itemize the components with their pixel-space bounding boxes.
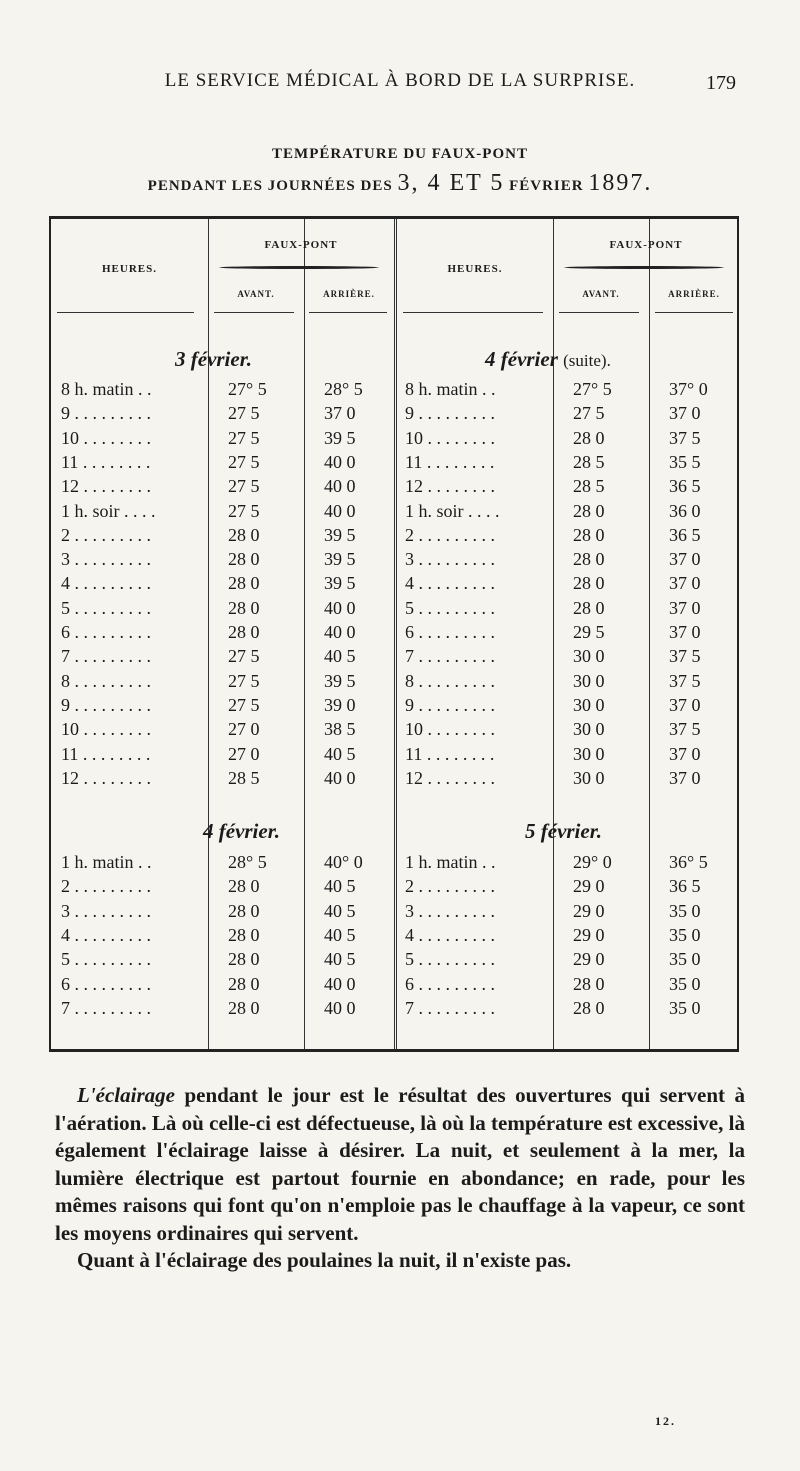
col-avant-left: AVANT. xyxy=(237,289,275,299)
temp-arriere: 39 5 xyxy=(324,549,356,570)
table-row xyxy=(51,875,737,897)
hour-label: 8 . . . . . . . . . xyxy=(61,670,151,691)
table-row xyxy=(51,851,737,873)
temp-avant: 28 0 xyxy=(228,900,260,921)
hour-label: 12 . . . . . . . . xyxy=(61,767,151,788)
temp-arriere: 39 5 xyxy=(324,573,356,594)
temp-arriere: 37 0 xyxy=(669,403,701,424)
temp-avant: 28 0 xyxy=(228,622,260,642)
table-row xyxy=(51,743,737,765)
hour-label: 4 . . . . . . . . . xyxy=(61,924,151,945)
hour-label: 2 . . . . . . . . . xyxy=(405,876,495,897)
temp-avant: 28 0 xyxy=(573,973,605,994)
hour-label: 5 . . . . . . . . . xyxy=(405,597,495,618)
hour-label: 1 h. soir . . . . xyxy=(405,500,500,521)
temp-avant: 27 5 xyxy=(228,476,260,497)
temp-avant: 27 5 xyxy=(228,670,260,691)
hour-label: 4 . . . . . . . . . xyxy=(61,573,151,594)
temp-arriere: 39 5 xyxy=(324,670,356,691)
temp-avant: 27° 5 xyxy=(228,379,267,399)
temp-avant: 29° 0 xyxy=(573,852,612,872)
table-row xyxy=(51,645,737,667)
table-row xyxy=(51,548,737,570)
paragraph: Quant à l'éclairage des poulaines la nuit, il n'existe pas. xyxy=(77,1248,572,1272)
table-row xyxy=(51,948,737,970)
hour-label: 8 . . . . . . . . . xyxy=(405,670,495,691)
header-brace xyxy=(219,266,379,269)
temp-avant: 30 0 xyxy=(573,694,605,715)
section-title: 3 février. xyxy=(175,347,252,371)
hour-label: 1 h. matin . . xyxy=(405,852,496,872)
temp-arriere: 40 5 xyxy=(324,949,356,970)
page-number: 179 xyxy=(706,72,736,94)
temp-arriere: 37 0 xyxy=(669,743,701,764)
table-row xyxy=(51,524,737,546)
temp-avant: 28 0 xyxy=(573,997,605,1018)
table-row xyxy=(51,767,737,789)
temp-arriere: 37 5 xyxy=(669,427,701,448)
signature-folio: 12. xyxy=(655,1414,676,1428)
header-rule xyxy=(655,312,733,313)
header-rule xyxy=(214,312,294,313)
section-title xyxy=(485,347,611,372)
temp-arriere: 39 5 xyxy=(324,427,356,448)
temp-avant: 28 0 xyxy=(228,973,260,994)
temp-arriere: 35 0 xyxy=(669,997,701,1018)
temp-avant: 29 5 xyxy=(573,622,605,642)
table-row xyxy=(51,621,737,643)
temp-arriere: 37 0 xyxy=(669,767,701,788)
hour-label: 11 . . . . . . . . xyxy=(405,743,495,764)
temp-arriere: 37 0 xyxy=(669,597,701,618)
table-row xyxy=(51,378,737,400)
temp-arriere: 36 5 xyxy=(669,876,701,897)
hour-label: 12 . . . . . . . . xyxy=(405,767,495,788)
hour-label: 10 . . . . . . . . xyxy=(61,719,151,740)
temp-arriere: 40 5 xyxy=(324,743,356,764)
header-rule xyxy=(57,312,194,313)
temp-avant: 30 0 xyxy=(573,743,605,764)
hour-label: 11 . . . . . . . . xyxy=(405,451,495,472)
hour-label: 1 h. soir . . . . xyxy=(61,500,156,521)
temp-arriere: 35 0 xyxy=(669,973,701,994)
header-brace xyxy=(564,266,724,269)
temp-arriere: 37° 0 xyxy=(669,379,708,399)
temp-avant: 28 5 xyxy=(573,451,605,472)
hour-label: 2 . . . . . . . . . xyxy=(405,524,495,545)
temperature-table xyxy=(49,216,739,1052)
table-row xyxy=(51,973,737,995)
hour-label: 10 . . . . . . . . xyxy=(405,427,495,448)
paragraph xyxy=(55,1082,745,1247)
hour-label: 5 . . . . . . . . . xyxy=(405,949,495,970)
table-row xyxy=(51,597,737,619)
hour-label: 7 . . . . . . . . . xyxy=(61,646,151,667)
col-arriere-left: ARRIÈRE. xyxy=(323,289,375,299)
hour-label: 9 . . . . . . . . . xyxy=(405,694,495,715)
temp-arriere: 35 0 xyxy=(669,924,701,945)
hour-label: 11 . . . . . . . . xyxy=(61,451,151,472)
temp-arriere: 40 5 xyxy=(324,900,356,921)
temp-arriere: 28° 5 xyxy=(324,379,363,399)
header-rule xyxy=(309,312,387,313)
col-arriere-right: ARRIÈRE. xyxy=(668,289,720,299)
header-rule xyxy=(559,312,639,313)
temp-avant: 28 0 xyxy=(228,573,260,594)
temp-arriere: 36 0 xyxy=(669,500,701,521)
temp-avant: 27 5 xyxy=(228,694,260,715)
temp-arriere: 38 5 xyxy=(324,719,356,740)
temp-avant: 28 0 xyxy=(228,924,260,945)
col-heures-right: HEURES. xyxy=(447,263,503,275)
table-row xyxy=(51,718,737,740)
hour-label: 11 . . . . . . . . xyxy=(61,743,151,764)
running-head: LE SERVICE MÉDICAL À BORD DE LA SURPRISE. xyxy=(164,70,636,91)
hour-label: 6 . . . . . . . . . xyxy=(61,973,151,994)
temp-arriere: 39 5 xyxy=(324,524,356,545)
section-title-text: 4 février xyxy=(485,347,558,371)
temp-avant: 28 0 xyxy=(573,524,605,545)
temp-avant: 27 5 xyxy=(228,403,260,424)
temp-avant: 28 0 xyxy=(573,597,605,618)
temp-arriere: 40 5 xyxy=(324,646,356,667)
table-row xyxy=(51,694,737,716)
hour-label: 5 . . . . . . . . . xyxy=(61,597,151,618)
section-title: 5 février. xyxy=(525,819,602,843)
table-row xyxy=(51,451,737,473)
table-row xyxy=(51,572,737,594)
hour-label: 12 . . . . . . . . xyxy=(61,476,151,497)
temp-avant: 28 5 xyxy=(573,476,605,497)
title-dates: 3, 4 ET 5 xyxy=(397,170,505,196)
temp-avant: 27 5 xyxy=(573,403,605,424)
hour-label: 5 . . . . . . . . . xyxy=(61,949,151,970)
title-year: 1897. xyxy=(588,170,653,196)
temp-arriere: 35 0 xyxy=(669,900,701,921)
header-rule xyxy=(403,312,543,313)
temp-arriere: 40 0 xyxy=(324,451,356,472)
temp-arriere: 40 0 xyxy=(324,997,356,1018)
hour-label: 9 . . . . . . . . . xyxy=(405,403,495,424)
hour-label: 7 . . . . . . . . . xyxy=(61,997,151,1018)
temp-arriere: 37 5 xyxy=(669,670,701,691)
table-title-line-2 xyxy=(0,170,800,197)
section-title: 4 février. xyxy=(203,819,280,843)
paragraph-text: pendant le jour est le résultat des ouvertures qui servent à l'aération. Là où celle-ci est défectueuse, là où la température est excessive, là également l'éclairage laisse à désirer. La nuit, et seulement à la mer, la lumière électrique est partout fournie en abondance; en rade, pour les mêmes raisons qui font qu'on n'emploie pas le chauffage à la vapeur, ce sont les moyens ordinaires qui servent. xyxy=(55,1083,745,1245)
hour-label: 4 . . . . . . . . . xyxy=(405,924,495,945)
hour-label: 6 . . . . . . . . . xyxy=(405,973,495,994)
temp-avant: 27 5 xyxy=(228,451,260,472)
temp-avant: 27 5 xyxy=(228,500,260,521)
temp-avant: 30 0 xyxy=(573,670,605,691)
temp-avant: 27° 5 xyxy=(573,379,612,399)
table-title-line-1: TEMPÉRATURE DU FAUX-PONT xyxy=(272,146,528,162)
hour-label: 1 h. matin . . xyxy=(61,852,152,872)
temp-avant: 29 0 xyxy=(573,949,605,970)
temp-arriere: 36 5 xyxy=(669,524,701,545)
temp-arriere: 40 5 xyxy=(324,924,356,945)
temp-arriere: 40 0 xyxy=(324,597,356,618)
temp-avant: 27 0 xyxy=(228,743,260,764)
temp-arriere: 37 5 xyxy=(669,719,701,740)
temp-arriere: 37 5 xyxy=(669,646,701,667)
temp-avant: 28 0 xyxy=(228,597,260,618)
title-month: FÉVRIER xyxy=(509,178,584,194)
temp-avant: 30 0 xyxy=(573,719,605,740)
temp-avant: 28 0 xyxy=(228,524,260,545)
hour-label: 9 . . . . . . . . . xyxy=(61,403,151,424)
table-row xyxy=(51,475,737,497)
col-faux-pont-right: FAUX-PONT xyxy=(609,239,683,251)
temp-arriere: 40° 0 xyxy=(324,852,363,872)
temp-avant: 30 0 xyxy=(573,646,605,667)
temp-avant: 28 5 xyxy=(228,767,260,788)
col-heures-left: HEURES. xyxy=(102,263,157,275)
title-prefix: PENDANT LES JOURNÉES DES xyxy=(147,178,393,194)
table-row xyxy=(51,997,737,1019)
section-title-suffix: (suite). xyxy=(563,351,611,370)
hour-label: 3 . . . . . . . . . xyxy=(405,900,495,921)
temp-arriere: 40 5 xyxy=(324,876,356,897)
temp-arriere: 37 0 xyxy=(669,573,701,594)
temp-arriere: 39 0 xyxy=(324,694,356,715)
hour-label: 10 . . . . . . . . xyxy=(61,427,151,448)
table-row xyxy=(51,670,737,692)
temp-avant: 30 0 xyxy=(573,767,605,788)
temp-avant: 27 0 xyxy=(228,719,260,740)
table-row xyxy=(51,900,737,922)
hour-label: 6 . . . . . . . . . xyxy=(61,622,151,642)
col-avant-right: AVANT. xyxy=(582,289,620,299)
temp-avant: 28 0 xyxy=(228,949,260,970)
hour-label: 8 h. matin . . xyxy=(61,379,152,399)
temp-avant: 29 0 xyxy=(573,924,605,945)
temp-arriere: 36° 5 xyxy=(669,852,708,872)
temp-avant: 29 0 xyxy=(573,876,605,897)
temp-avant: 28 0 xyxy=(573,500,605,521)
hour-label: 3 . . . . . . . . . xyxy=(61,900,151,921)
lead-word: L'éclairage xyxy=(77,1083,175,1107)
temp-arriere: 40 0 xyxy=(324,767,356,788)
temp-avant: 27 5 xyxy=(228,427,260,448)
hour-label: 4 . . . . . . . . . xyxy=(405,573,495,594)
temp-arriere: 40 0 xyxy=(324,476,356,497)
temp-arriere: 40 0 xyxy=(324,500,356,521)
temp-avant: 28° 5 xyxy=(228,852,267,872)
table-row xyxy=(51,924,737,946)
temp-avant: 28 0 xyxy=(228,997,260,1018)
hour-label: 6 . . . . . . . . . xyxy=(405,622,495,642)
temp-avant: 29 0 xyxy=(573,900,605,921)
temp-avant: 28 0 xyxy=(573,427,605,448)
hour-label: 7 . . . . . . . . . xyxy=(405,997,495,1018)
hour-label: 3 . . . . . . . . . xyxy=(405,549,495,570)
hour-label: 3 . . . . . . . . . xyxy=(61,549,151,570)
temp-avant: 28 0 xyxy=(228,876,260,897)
temp-arriere: 37 0 xyxy=(324,403,356,424)
temp-arriere: 37 0 xyxy=(669,694,701,715)
hour-label: 7 . . . . . . . . . xyxy=(405,646,495,667)
temp-avant: 28 0 xyxy=(573,549,605,570)
table-row xyxy=(51,427,737,449)
temp-avant: 27 5 xyxy=(228,646,260,667)
hour-label: 12 . . . . . . . . xyxy=(405,476,495,497)
temp-arriere: 40 0 xyxy=(324,622,356,642)
temp-arriere: 40 0 xyxy=(324,973,356,994)
table-row xyxy=(51,402,737,424)
temp-avant: 28 0 xyxy=(573,573,605,594)
hour-label: 2 . . . . . . . . . xyxy=(61,876,151,897)
hour-label: 2 . . . . . . . . . xyxy=(61,524,151,545)
temp-avant: 28 0 xyxy=(228,549,260,570)
table-row xyxy=(51,500,737,522)
temp-arriere: 37 0 xyxy=(669,622,701,642)
hour-label: 9 . . . . . . . . . xyxy=(61,694,151,715)
hour-label: 10 . . . . . . . . xyxy=(405,719,495,740)
temp-arriere: 36 5 xyxy=(669,476,701,497)
col-faux-pont-left: FAUX-PONT xyxy=(264,239,338,251)
temp-arriere: 35 0 xyxy=(669,949,701,970)
hour-label: 8 h. matin . . xyxy=(405,379,496,399)
temp-arriere: 37 0 xyxy=(669,549,701,570)
body-text xyxy=(55,1082,745,1275)
temp-arriere: 35 5 xyxy=(669,451,701,472)
